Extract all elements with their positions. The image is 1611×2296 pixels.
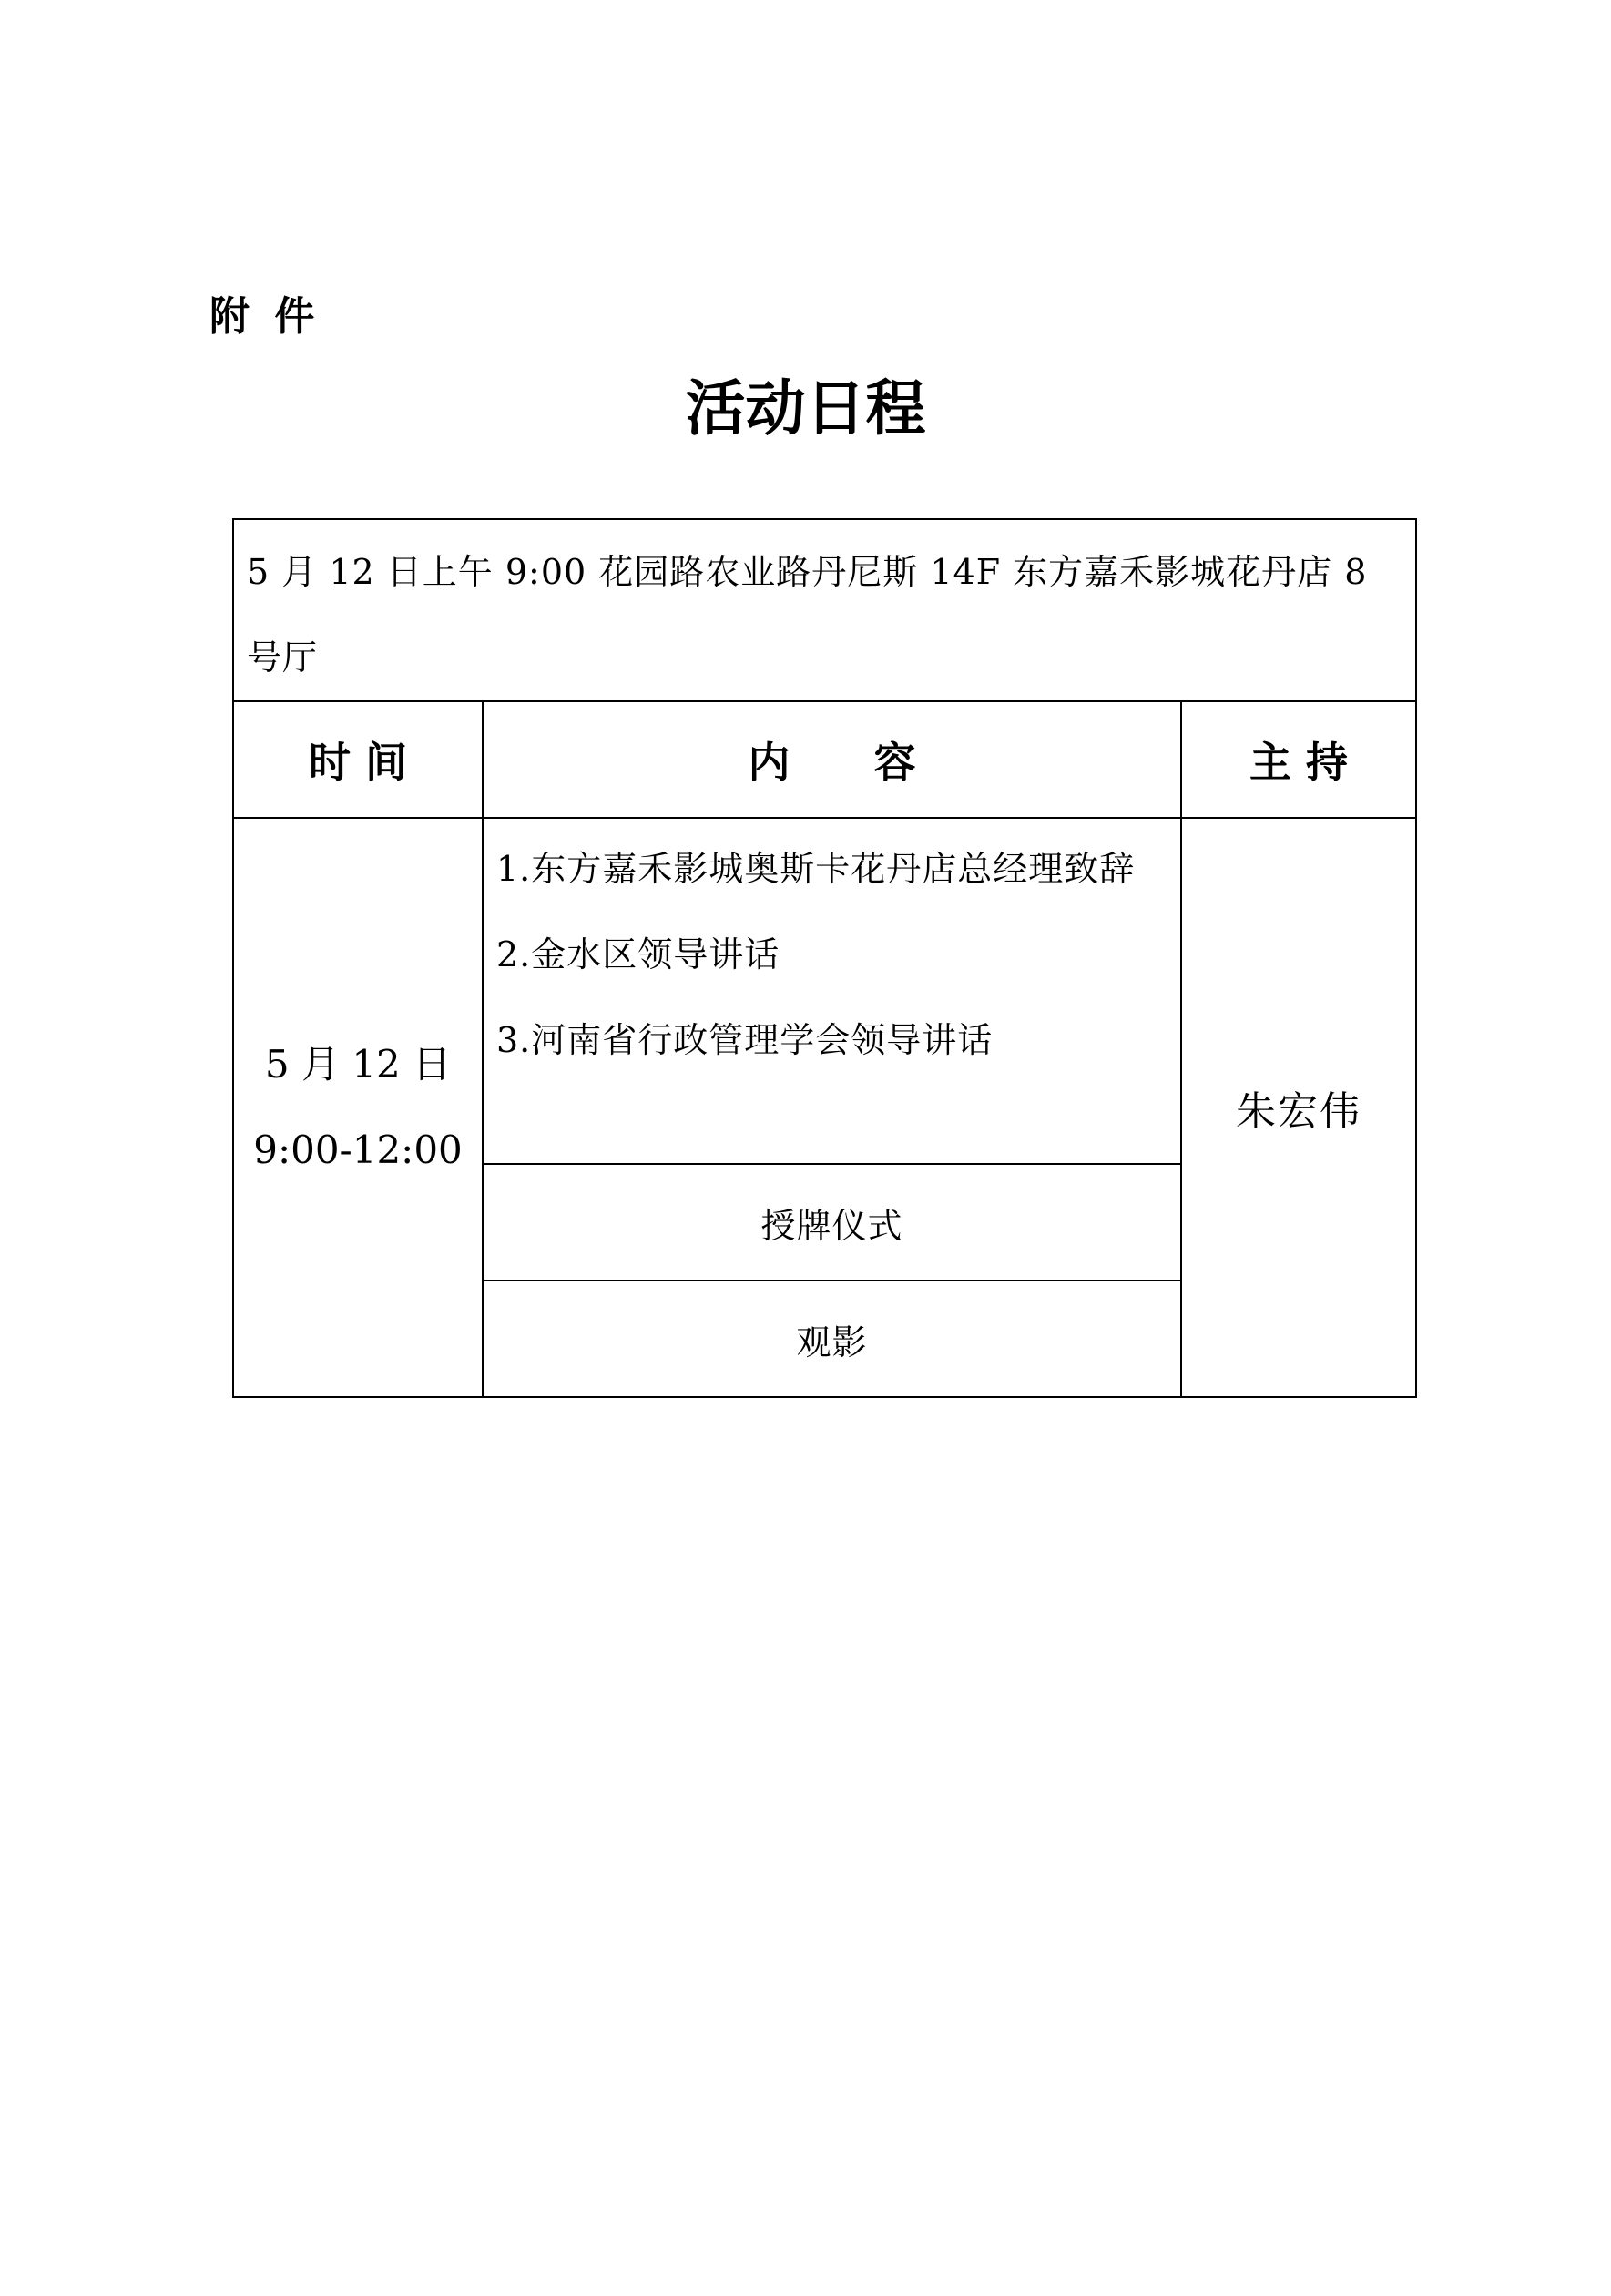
header-content: 内 容 bbox=[483, 701, 1181, 818]
content-item: 3.河南省行政管理学会领导讲话 bbox=[496, 1020, 994, 1060]
time-cell bbox=[233, 818, 483, 1397]
schedule-row bbox=[233, 818, 1416, 1164]
time-date: 5 月 12 日 bbox=[264, 1042, 452, 1087]
document-title: 活动日程 bbox=[685, 373, 926, 444]
header-row bbox=[233, 701, 1416, 818]
content-item: 2.金水区领导讲话 bbox=[496, 934, 780, 975]
ceremony-cell: 授牌仪式 bbox=[483, 1164, 1181, 1281]
header-host: 主 持 bbox=[1181, 701, 1416, 818]
time-range: 9:00-12:00 bbox=[253, 1128, 463, 1172]
host-cell: 朱宏伟 bbox=[1181, 818, 1416, 1397]
header-time: 时 间 bbox=[233, 701, 483, 818]
screening-cell: 观影 bbox=[483, 1281, 1181, 1397]
venue-row bbox=[233, 519, 1416, 701]
attachment-label: 附 件 bbox=[209, 293, 321, 340]
venue-cell: 5 月 12 日上午 9:00 花园路农业路丹尼斯 14F 东方嘉禾影城花丹店 8 号厅 bbox=[233, 519, 1416, 701]
content-cell bbox=[483, 818, 1181, 1164]
content-item: 1.东方嘉禾影城奥斯卡花丹店总经理致辞 bbox=[496, 849, 1136, 889]
schedule-table bbox=[232, 518, 1417, 1398]
